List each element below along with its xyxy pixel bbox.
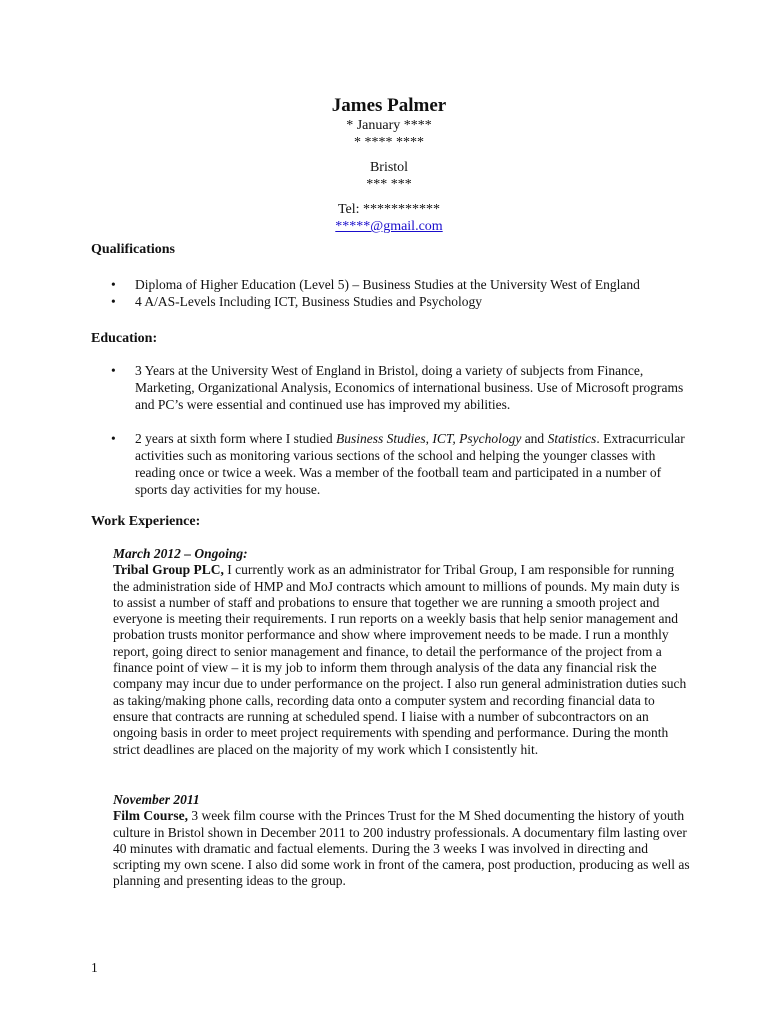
list-item: • 3 Years at the University West of England in Bristol, doing a variety of subjects from Finance, Marketing, Organizational Analysis, Economics of international business. Use of Microsoft programs and PC’s were essential and continued use has improved my abilities. — [111, 363, 684, 412]
list-item: • Diploma of Higher Education (Level 5) – Business Studies at the University West of England — [111, 277, 640, 292]
job-description: Film Course, 3 week film course with the Princes Trust for the M Shed documenting the history of youth culture in Bristol shown in December 2011 to 200 industry professionals. A documentary film lasting over 40 minutes with dramatic and factual elements. During the 3 weeks I was involved in directing and scripting my own scene. I also did some work in front of the camera, post production, producing as well as planning and presenting ideas to the group. — [113, 808, 690, 889]
list-item: • 2 years at sixth form where I studied Business Studies, ICT, Psychology and Statistics. Extracurricular activities such as monitoring various sections of the school and helping the younger classes with reading once or twice a week. Was a member of the football team and participated in a number of sports day activities for my house. — [111, 431, 685, 497]
bullet-icon: • — [111, 294, 116, 309]
education-heading: Education: — [91, 331, 158, 346]
candidate-name: James Palmer — [331, 95, 447, 116]
job-date: March 2012 – Ongoing: — [113, 546, 248, 561]
list-item: • 4 A/AS-Levels Including ICT, Business Studies and Psychology — [111, 294, 482, 309]
job-description: Tribal Group PLC, I currently work as an administrator for Tribal Group, I am responsible for running the administration side of HMP and MoJ contracts which amount to millions of pounds. My main duty is to assist a number of staff and probations to ensure that together we are running a smooth project and everyone is meeting their requirements. I run reports on a weekly basis that help senior management and probation trusts monitor performance and show where improvement needs to be made. I run a monthly report, going direct to senior management and finance, to detail the performance of the project from a finance point of view – it is my job to inform them through analysis of the data any financial risk the company may incur due to under performance on the project. I also run general administration duties such as taking/making phone calls, recording data onto a computer system and recording financial data to ensure that contracts are running at scheduled spend. I liaise with a number of subcontractors on an ongoing basis in order to meet project requirements with spending and performance. During the month strict deadlines are placed on the majority of my work which I consistently hit. — [113, 562, 687, 757]
job-date: November 2011 — [113, 792, 200, 807]
city: Bristol — [369, 160, 409, 175]
job-entry — [113, 546, 693, 758]
work-experience-heading: Work Experience: — [91, 514, 201, 529]
qualifications-list — [111, 276, 691, 310]
job-organization: Film Course, — [113, 808, 188, 824]
education-list — [111, 362, 691, 498]
telephone: Tel: *********** — [337, 202, 441, 217]
job-entry — [113, 792, 693, 890]
contact-header — [0, 95, 768, 235]
date-of-birth: * January **** — [346, 118, 432, 133]
page-number: 1 — [91, 960, 98, 975]
email-link[interactable]: *****@gmail.com — [335, 219, 443, 234]
bullet-icon: • — [111, 277, 116, 292]
bullet-icon: • — [111, 431, 116, 446]
qualifications-heading: Qualifications — [91, 242, 176, 257]
job-organization: Tribal Group PLC, — [113, 562, 224, 578]
address-line: * **** **** — [354, 135, 424, 150]
postcode: *** *** — [366, 177, 412, 192]
bullet-icon: • — [111, 363, 116, 378]
